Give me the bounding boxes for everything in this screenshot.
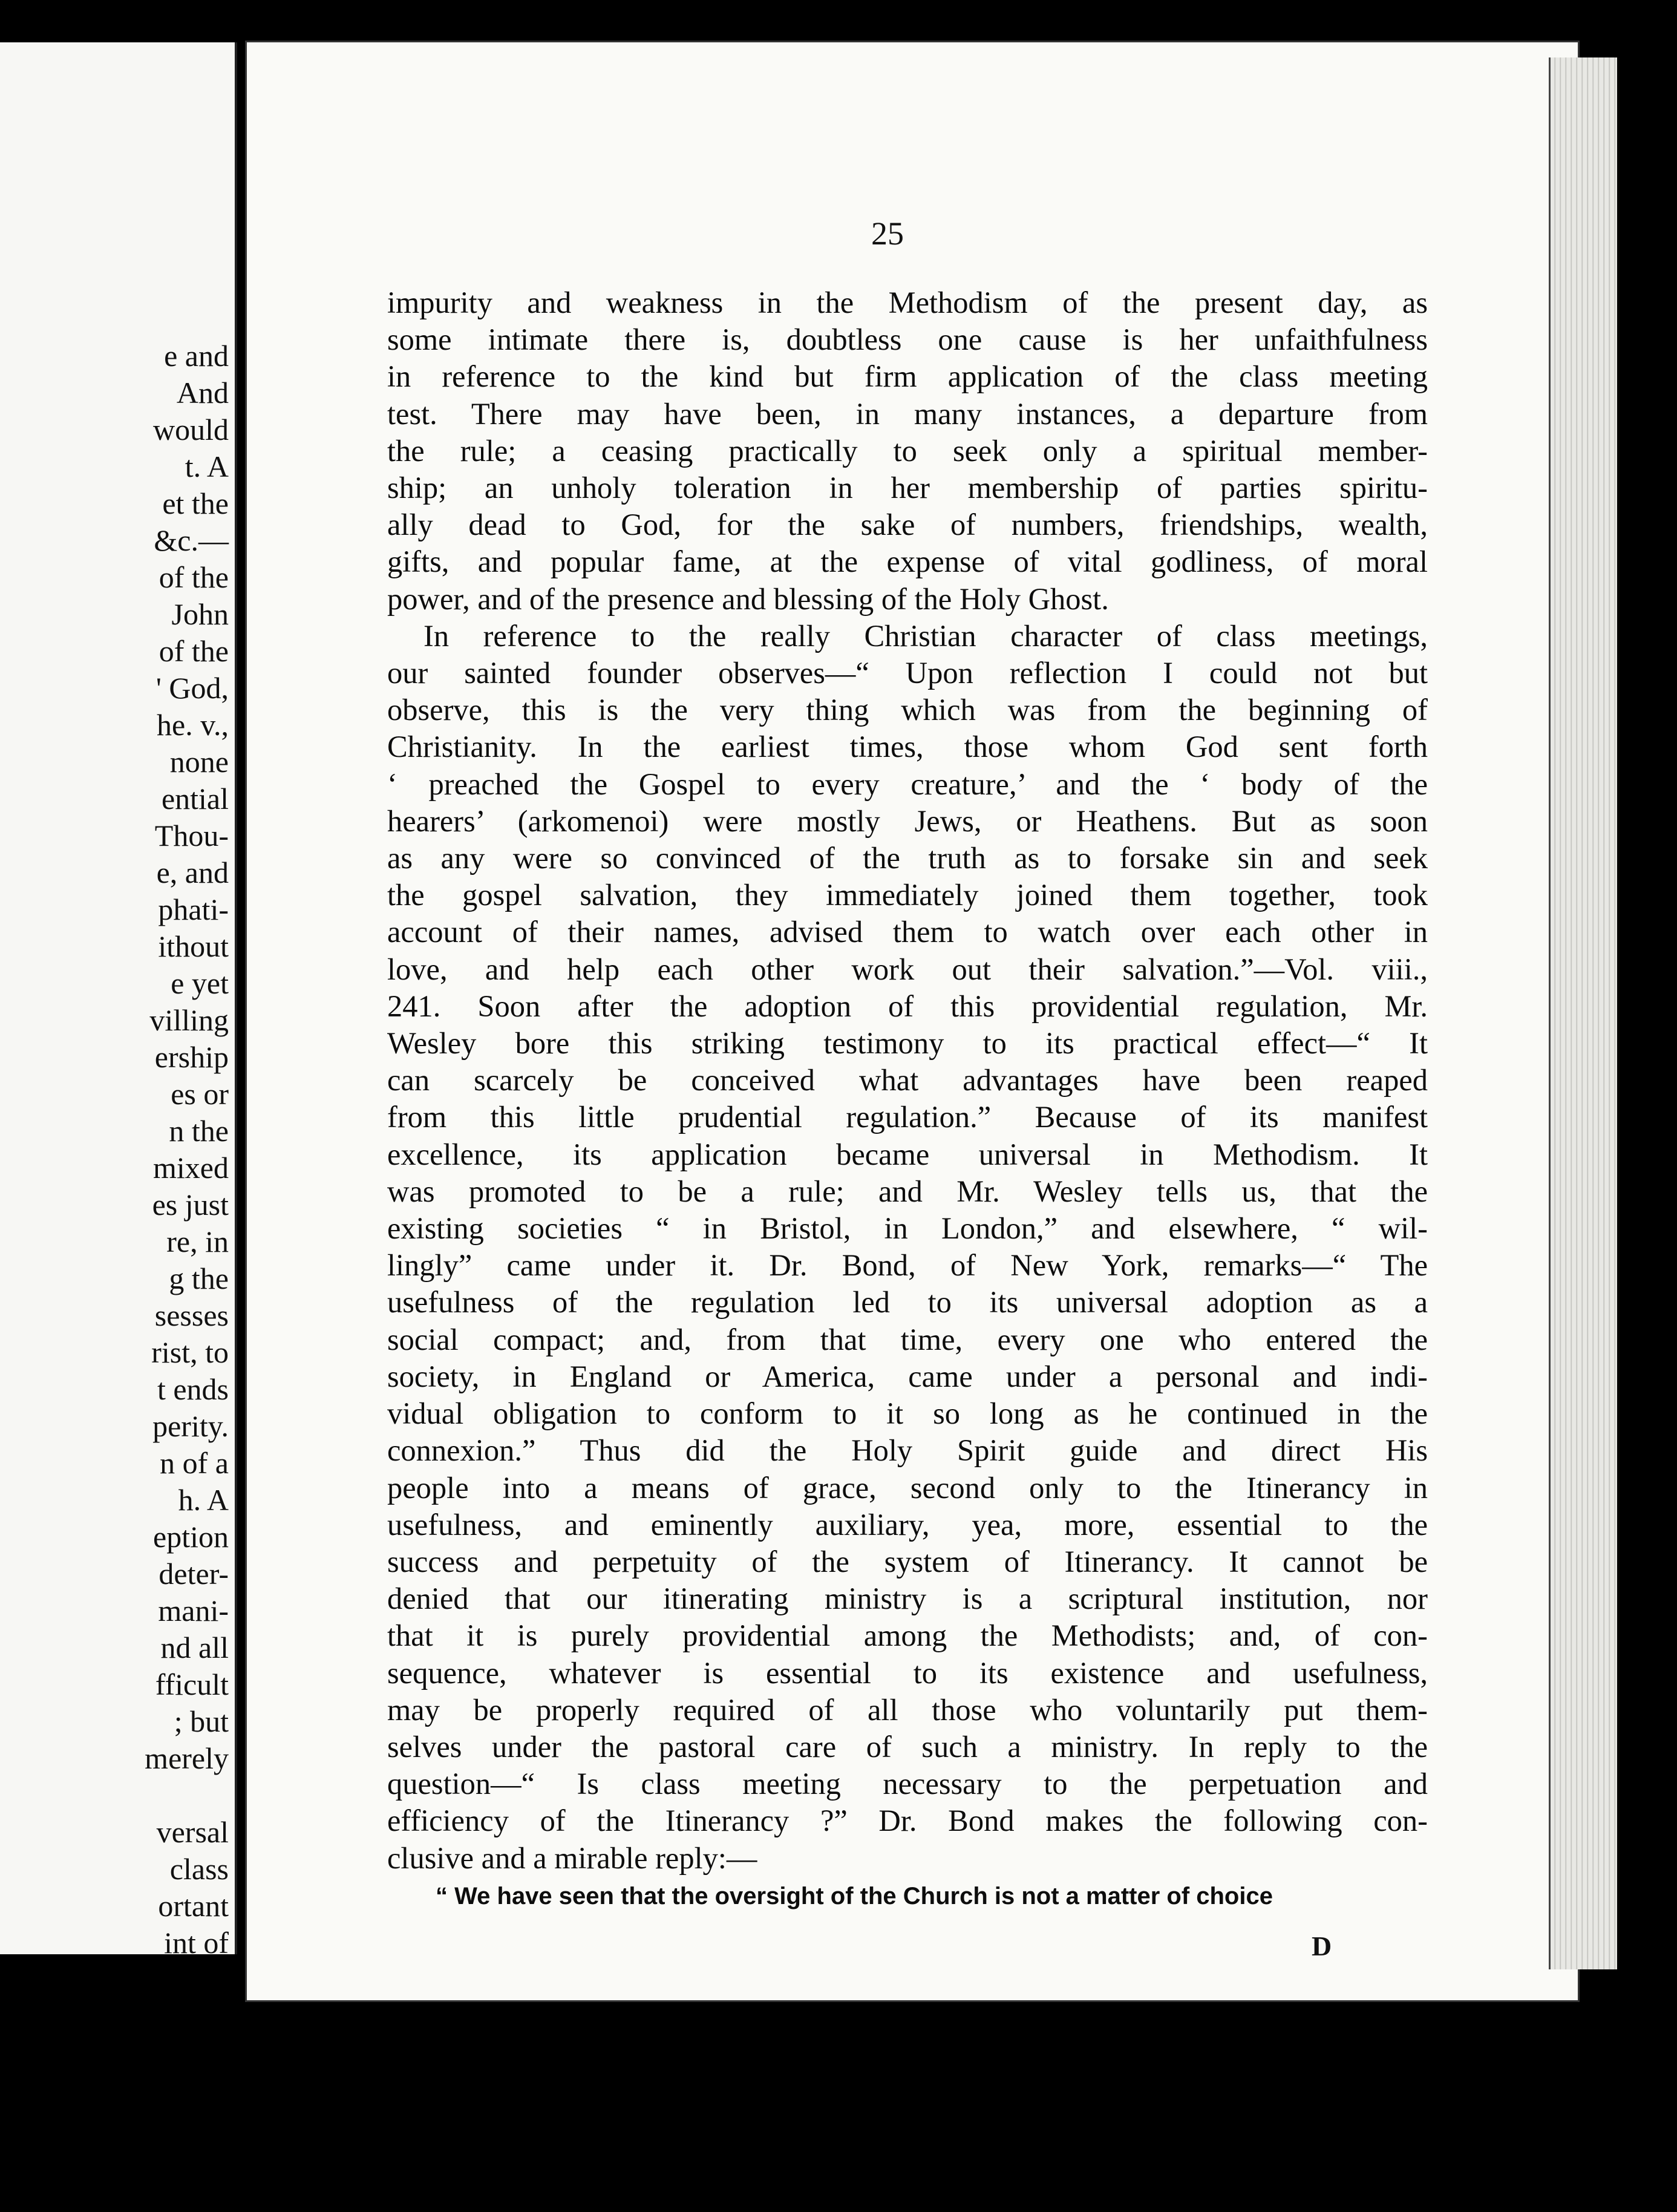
left-page-line: et the (162, 486, 229, 520)
left-page-line: re, in (166, 1225, 229, 1258)
left-page-line: es just (152, 1188, 229, 1222)
text-line: lingly” came under it. Dr. Bond, of New York, remarks—“ The (387, 1248, 1428, 1283)
body-text (387, 284, 1428, 1877)
left-page-line: merely (145, 1741, 229, 1775)
left-page-line: of the (159, 560, 229, 594)
left-page-line: versal (156, 1815, 229, 1849)
page-number: 25 (871, 215, 904, 252)
left-page-line: g the (169, 1261, 229, 1295)
text-line: efficiency of the Itinerancy ?” Dr. Bond makes the following con- (387, 1804, 1428, 1838)
left-page-line: villing (149, 1003, 229, 1037)
left-page-line: rist, to (151, 1335, 229, 1369)
text-line: sequence, whatever is essential to its existence and usefulness, (387, 1655, 1428, 1690)
left-page-line: deter- (159, 1557, 229, 1591)
text-line: from this little prudential regulation.” Because of its manifest (387, 1100, 1428, 1134)
text-line: power, and of the presence and blessing of the Holy Ghost. (387, 581, 1109, 616)
left-page-line: ential (161, 782, 229, 816)
text-line: impurity and weakness in the Methodism of the present day, as (387, 286, 1428, 319)
text-line: some intimate there is, doubtless one cause is her unfaithfulness (387, 322, 1428, 357)
left-page-line: n of a (160, 1446, 229, 1480)
left-page-line: e yet (171, 966, 229, 1000)
text-line: people into a means of grace, second only to the Itinerancy in (387, 1470, 1428, 1505)
text-line: vidual obligation to conform to it so long as he continued in the (387, 1396, 1428, 1431)
text-line: in reference to the kind but firm application of the class meeting (387, 359, 1428, 394)
left-page-line: mixed (153, 1151, 229, 1185)
left-page-line: n the (169, 1114, 229, 1148)
left-page-line: &c.— (154, 523, 229, 557)
text-line: can scarcely be conceived what advantages have been reaped (387, 1063, 1428, 1098)
text-line: love, and help each other work out their salvation.”—Vol. viii., (387, 952, 1428, 986)
left-page (0, 42, 237, 1954)
left-page-line: ortant (158, 1889, 229, 1923)
text-line: clusive and a mirable reply:— (387, 1841, 757, 1875)
left-page-line: phati- (158, 892, 229, 926)
left-page-line: of the (159, 634, 229, 668)
text-line: Wesley bore this striking testimony to its practical effect—“ It (387, 1026, 1428, 1061)
text-line: usefulness, and eminently auxiliary, yea, more, essential to the (387, 1507, 1428, 1542)
text-line: the gospel salvation, they immediately joined them together, took (387, 878, 1428, 912)
left-page-line: he. v., (157, 708, 229, 742)
quote-line: “ We have seen that the oversight of the Church is not a matter of choice (436, 1883, 1273, 1909)
left-page-line: would (153, 413, 229, 447)
text-line: may be properly required of all those who voluntarily put them- (387, 1692, 1428, 1727)
left-page-line: eption (153, 1520, 229, 1554)
left-page-line: class (169, 1852, 229, 1886)
text-line: selves under the pastoral care of such a ministry. In reply to the (387, 1729, 1428, 1764)
text-line: ‘ preached the Gospel to every creature,’ and the ‘ body of the (387, 767, 1428, 801)
text-line: denied that our itinerating ministry is a scriptural institution, nor (387, 1582, 1428, 1616)
text-line: connexion.” Thus did the Holy Spirit guide and direct His (387, 1433, 1428, 1468)
left-page-line: John (171, 597, 229, 631)
text-line: hearers’ (arkomenoi) were mostly Jews, or Heathens. But as soon (387, 803, 1428, 838)
left-page-line (11, 1777, 229, 1814)
text-line: test. There may have been, in many instances, a departure from (387, 396, 1428, 431)
text-line: the rule; a ceasing practically to seek only a spiritual member- (387, 433, 1428, 468)
left-page-line: And (176, 376, 229, 410)
text-line: In reference to the really Christian character of class meetings, (423, 618, 1428, 653)
left-page-line: int of (164, 1926, 229, 1954)
left-page-line: ership (154, 1040, 229, 1074)
text-line: excellence, its application became universal in Methodism. It (387, 1137, 1428, 1171)
left-page-line: ' God, (155, 671, 229, 705)
left-page-line: ithout (158, 929, 229, 963)
text-line: usefulness of the regulation led to its universal adoption as a (387, 1285, 1428, 1320)
left-page-line: e, and (156, 856, 229, 889)
text-line: success and perpetuity of the system of Itinerancy. It cannot be (387, 1544, 1428, 1579)
text-line: ship; an unholy toleration in her membership of parties spiritu- (387, 471, 1428, 505)
text-line: 241. Soon after the adoption of this providential regulation, Mr. (387, 989, 1428, 1023)
page-edge-stack (1549, 57, 1617, 1969)
text-line: our sainted founder observes—“ Upon reflection I could not but (387, 656, 1428, 690)
text-line: gifts, and popular fame, at the expense of vital godliness, of moral (387, 545, 1428, 579)
text-line: as any were so convinced of the truth as to forsake sin and seek (387, 841, 1428, 875)
text-line: that it is purely providential among the Methodists; and, of con- (387, 1618, 1428, 1653)
left-page-line: fficult (155, 1667, 229, 1701)
text-line: Christianity. In the earliest times, those whom God sent forth (387, 730, 1428, 764)
left-page-line: h. A (178, 1483, 229, 1517)
left-page-line: nd all (160, 1631, 229, 1664)
text-line: was promoted to be a rule; and Mr. Wesley tells us, that the (387, 1174, 1428, 1208)
left-page-line: ; but (174, 1704, 229, 1738)
text-line: society, in England or America, came under a personal and indi- (387, 1359, 1428, 1393)
left-page-line: t. A (185, 450, 229, 483)
text-line: ally dead to God, for the sake of numbers, friendships, wealth, (387, 508, 1428, 542)
left-page-line: perity. (152, 1409, 229, 1443)
left-page-line: mani- (158, 1594, 229, 1628)
text-line: observe, this is the very thing which was from the beginning of (387, 693, 1428, 727)
left-page-line: sesses (154, 1298, 229, 1332)
left-page-line: e and (164, 339, 229, 373)
text-line: social compact; and, from that time, every one who entered the (387, 1322, 1428, 1356)
left-page-line: es or (171, 1077, 229, 1111)
text-line: account of their names, advised them to watch over each other in (387, 915, 1428, 949)
left-page-line: Thou- (154, 819, 229, 852)
signature-mark: D (1312, 1931, 1332, 1962)
left-page-line: t ends (157, 1372, 229, 1406)
left-page-line: none (169, 745, 229, 779)
text-line: existing societies “ in Bristol, in London,” and elsewhere, “ wil- (387, 1211, 1428, 1246)
left-page-text (11, 338, 229, 1954)
text-line: question—“ Is class meeting necessary to the perpetuation and (387, 1767, 1428, 1801)
